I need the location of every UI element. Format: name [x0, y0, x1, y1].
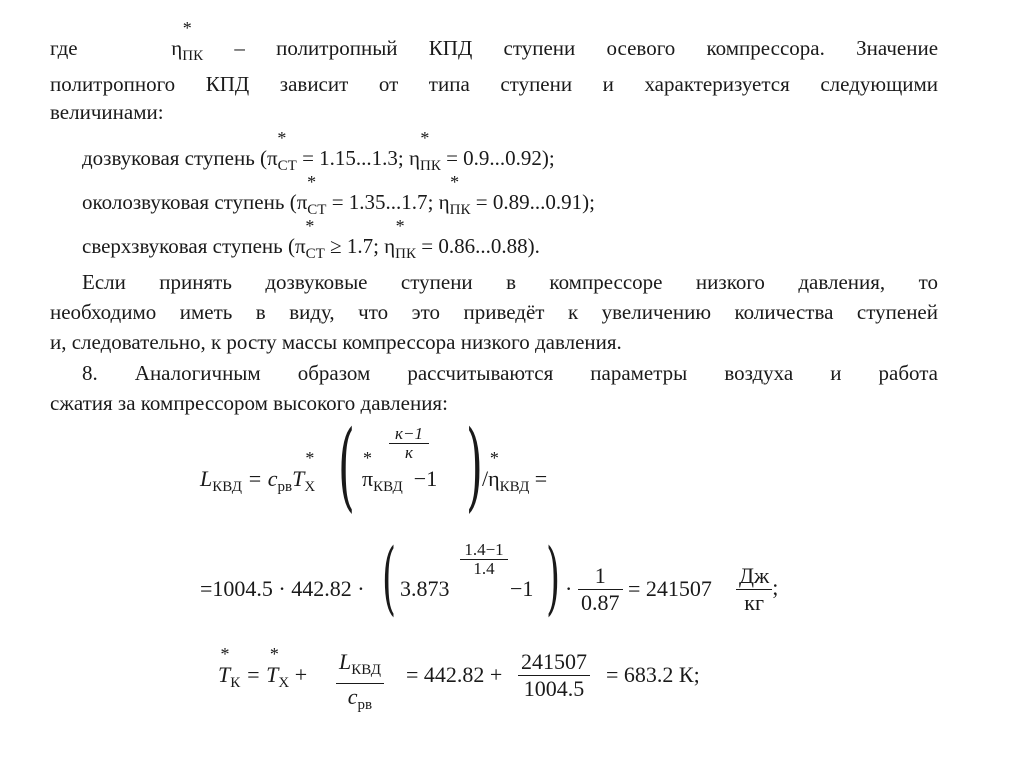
fraction-1-over-087: $\frac{1}{0.87}$	[578, 563, 623, 616]
stage-item-transonic: околозвуковая ступень ( * $\pi_{СТ} = 1.35...1.7$; * $\eta_{ПК} = 0.89...0.91$);	[82, 172, 595, 218]
paragraph2-line1: Если принять дозвуковые ступени в компрессоре низкого давления, то	[82, 270, 938, 294]
paragraph2-line3: и, следовательно, к росту массы компрессора низкого давления.	[50, 330, 622, 354]
fraction-lkvd-over-cpv: $\frac{L_{КВД}}{c_{рв}}$	[336, 649, 384, 718]
document-page: где * $\eta_{ПК}$ – политропный КПД ступени осевого компрессора. Значение политропного КПД зависит от типа ступени и характеризуется следующими величинами: дозвуковая ступень ( * $\pi_{СТ} = 1.15...1.3$; * $\eta_{ПК} = 0.9...0.92$); околозвуковая ступень ( * $\pi_{СТ} = 1.35...1.7$; * $\eta_{ПК} = 0.89...0.91$); сверхзвуковая ступень ( * $\pi_{СТ} \ge 1.7$; * $\eta_{ПК} = 0.86...0.88$). Если принять дозвуковые ступени в компрессоре низкого давления, то необходимо иметь в виду, что это приведёт к увеличению количества ступеней и, следовательно, к росту массы компрессора низкого давления. 8. Аналогичным образом рассчитываются параметры воздуха и работа сжатия за компрессором высокого давления: $L_{КВД} = c_{рв}T$ * $_Х$ ( к−1 к * $\pi_{КВД} -1$ ) * $/\eta_{КВД}$ = =1004.5 · 442.82 · ( 3.873 1.4−1 1.4 −1 ) · $\frac{1}{0.87}$ = 241507 $\frac{Дж}{кг}$ ; * $T_К$ * = $T_Х$ + $\frac{L_{КВД}}{c_{рв}}$ = 442.82 + $\frac{241507}{1004.5}$ = 683.2 К;	[0, 0, 1024, 767]
paragraph3-line1: 8. Аналогичным образом рассчитываются параметры воздуха и работа	[82, 361, 938, 385]
stage-item-supersonic: сверхзвуковая ступень ( * $\pi_{СТ} \ge 1.7$; * $\eta_{ПК} = 0.86...0.88$).	[82, 216, 540, 262]
exponent-fraction-numeric: 1.4−1 1.4	[460, 541, 508, 578]
fraction-241507-over-10045: $\frac{241507}{1004.5}$	[518, 649, 590, 702]
paragraph1-line1: где * $\eta_{ПК}$ – политропный КПД ступени осевого компрессора. Значение	[50, 36, 938, 68]
paragraph1-line2: политропного КПД зависит от типа ступени и характеризуется следующими	[50, 72, 938, 96]
paragraph2-line2: необходимо иметь в виду, что это приведёт к увеличению количества ступеней	[50, 300, 938, 324]
eta-pk-symbol: * $\eta_{ПК}$	[171, 18, 204, 64]
paragraph3-line2: сжатия за компрессором высокого давления:	[50, 391, 448, 415]
stage-item-subsonic: дозвуковая ступень ( * $\pi_{СТ} = 1.15...1.3$; * $\eta_{ПК} = 0.9...0.92$);	[82, 128, 555, 174]
unit-j-per-kg: $\frac{Дж}{кг}$	[736, 563, 772, 616]
exponent-fraction-symbolic: к−1 к	[389, 425, 429, 462]
paragraph1-line3: величинами:	[50, 100, 164, 124]
